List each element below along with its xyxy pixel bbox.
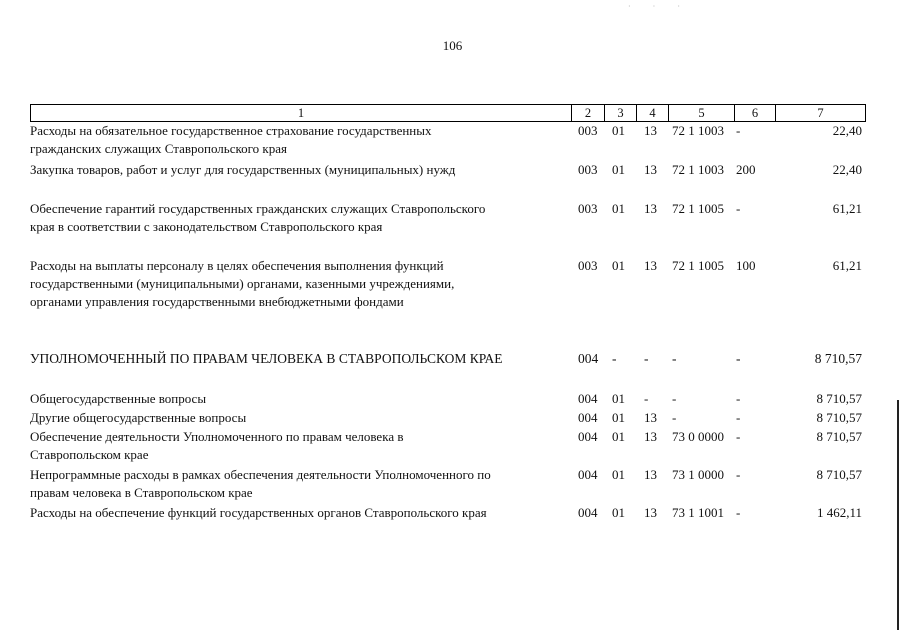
cell-target-article: 72 1 1003	[672, 123, 724, 138]
cell-section: 01	[612, 467, 625, 482]
cell-subsection: 13	[644, 410, 657, 425]
cell-section: 01	[612, 505, 625, 520]
description-line: государственными (муниципальными) органами, казенными учреждениями,	[30, 276, 455, 291]
cell-section: 01	[612, 258, 625, 273]
cell-code: 004	[578, 351, 599, 366]
description-line: УПОЛНОМОЧЕННЫЙ ПО ПРАВАМ ЧЕЛОВЕКА В СТАВРОПОЛЬСКОМ КРАЕ	[30, 351, 503, 366]
header-col-5: 5	[698, 106, 705, 120]
cell-code: 003	[578, 162, 598, 177]
cell-amount: 8 710,57	[814, 351, 862, 366]
cell-amount: 8 710,57	[816, 410, 862, 425]
cell-expense-type: -	[736, 123, 741, 138]
cell-subsection: 13	[644, 201, 657, 216]
organization-title	[30, 350, 570, 368]
cell-target-article: 73 0 0000	[672, 429, 724, 444]
cell-section: -	[612, 351, 617, 366]
cell-subsection: 13	[644, 123, 657, 138]
cell-code: 003	[578, 201, 598, 216]
header-col-4: 4	[649, 106, 656, 120]
cell-code: 004	[578, 505, 598, 520]
description-line: Расходы на обеспечение функций государственных органов Ставропольского края	[30, 505, 487, 520]
cell-expense-type: -	[736, 351, 741, 366]
cell-section: 01	[612, 123, 625, 138]
row-description	[30, 428, 570, 464]
cell-expense-type: -	[736, 505, 741, 520]
cell-subsection: 13	[644, 467, 657, 482]
cell-section: 01	[612, 410, 625, 425]
cell-subsection: -	[644, 391, 649, 406]
description-line: Непрограммные расходы в рамках обеспечения деятельности Уполномоченного по	[30, 467, 491, 482]
cell-target-article: -	[672, 351, 677, 366]
cell-amount: 1 462,11	[816, 505, 862, 520]
cell-code: 004	[578, 391, 598, 406]
header-col-7: 7	[817, 106, 824, 120]
cell-amount: 61,21	[832, 258, 862, 273]
row-description	[30, 409, 570, 427]
cell-amount: 8 710,57	[816, 391, 862, 406]
cell-target-article: 72 1 1005	[672, 258, 724, 273]
cell-amount: 22,40	[832, 162, 862, 177]
cell-section: 01	[612, 429, 625, 444]
cell-expense-type: -	[736, 201, 741, 216]
cell-target-article: -	[672, 410, 677, 425]
cell-code: 004	[578, 467, 598, 482]
description-line: правам человека в Ставропольском крае	[30, 485, 253, 500]
cell-section: 01	[612, 201, 625, 216]
row-description	[30, 200, 570, 236]
cell-code: 004	[578, 410, 598, 425]
cell-code: 003	[578, 123, 598, 138]
description-line: Расходы на обязательное государственное страхование государственных	[30, 123, 432, 138]
cell-target-article: -	[672, 391, 677, 406]
cell-expense-type: -	[736, 429, 741, 444]
header-col-3: 3	[617, 106, 624, 120]
header-col-1: 1	[297, 106, 305, 120]
description-line: Ставропольском крае	[30, 447, 149, 462]
cell-amount: 61,21	[832, 201, 862, 216]
row-description	[30, 466, 570, 502]
cell-subsection: 13	[644, 505, 657, 520]
cell-expense-type: -	[736, 410, 741, 425]
cell-expense-type: -	[736, 391, 741, 406]
cell-subsection: -	[644, 351, 649, 366]
description-line: края в соответствии с законодательством Ставропольского края	[30, 219, 383, 234]
header-col-6: 6	[751, 106, 759, 120]
row-description	[30, 504, 570, 522]
scan-marks: · · ·	[628, 2, 690, 11]
cell-expense-type: -	[736, 467, 741, 482]
description-line: Закупка товаров, работ и услуг для государственных (муниципальных) нужд	[30, 162, 456, 177]
cell-section: 01	[612, 391, 625, 406]
cell-section: 01	[612, 162, 625, 177]
cell-amount: 22,40	[832, 123, 862, 138]
cell-target-article: 72 1 1003	[672, 162, 724, 177]
description-line: Обеспечение деятельности Уполномоченного по правам человека в	[30, 429, 404, 444]
scan-edge-line	[897, 400, 899, 630]
cell-subsection: 13	[644, 429, 657, 444]
cell-expense-type: 100	[736, 258, 756, 273]
cell-amount: 8 710,57	[816, 467, 862, 482]
row-description	[30, 161, 570, 179]
cell-code: 004	[578, 429, 598, 444]
description-line: Другие общегосударственные вопросы	[30, 410, 247, 425]
page-number: 106	[442, 38, 463, 53]
cell-amount: 8 710,57	[816, 429, 862, 444]
row-description	[30, 122, 570, 158]
table-header	[30, 104, 866, 122]
cell-target-article: 72 1 1005	[672, 201, 724, 216]
description-line: Обеспечение гарантий государственных гражданских служащих Ставропольского	[30, 201, 486, 216]
row-description	[30, 257, 570, 311]
header-col-2: 2	[584, 106, 592, 120]
row-description	[30, 390, 570, 408]
description-line: Расходы на выплаты персоналу в целях обеспечения выполнения функций	[30, 258, 444, 273]
cell-subsection: 13	[644, 258, 657, 273]
description-line: Общегосударственные вопросы	[30, 391, 207, 406]
cell-expense-type: 200	[736, 162, 756, 177]
cell-target-article: 73 1 1001	[672, 505, 724, 520]
cell-target-article: 73 1 0000	[672, 467, 724, 482]
description-line: гражданских служащих Ставропольского края	[30, 141, 287, 156]
description-line: органами управления государственными внебюджетными фондами	[30, 294, 404, 309]
cell-code: 003	[578, 258, 598, 273]
cell-subsection: 13	[644, 162, 657, 177]
